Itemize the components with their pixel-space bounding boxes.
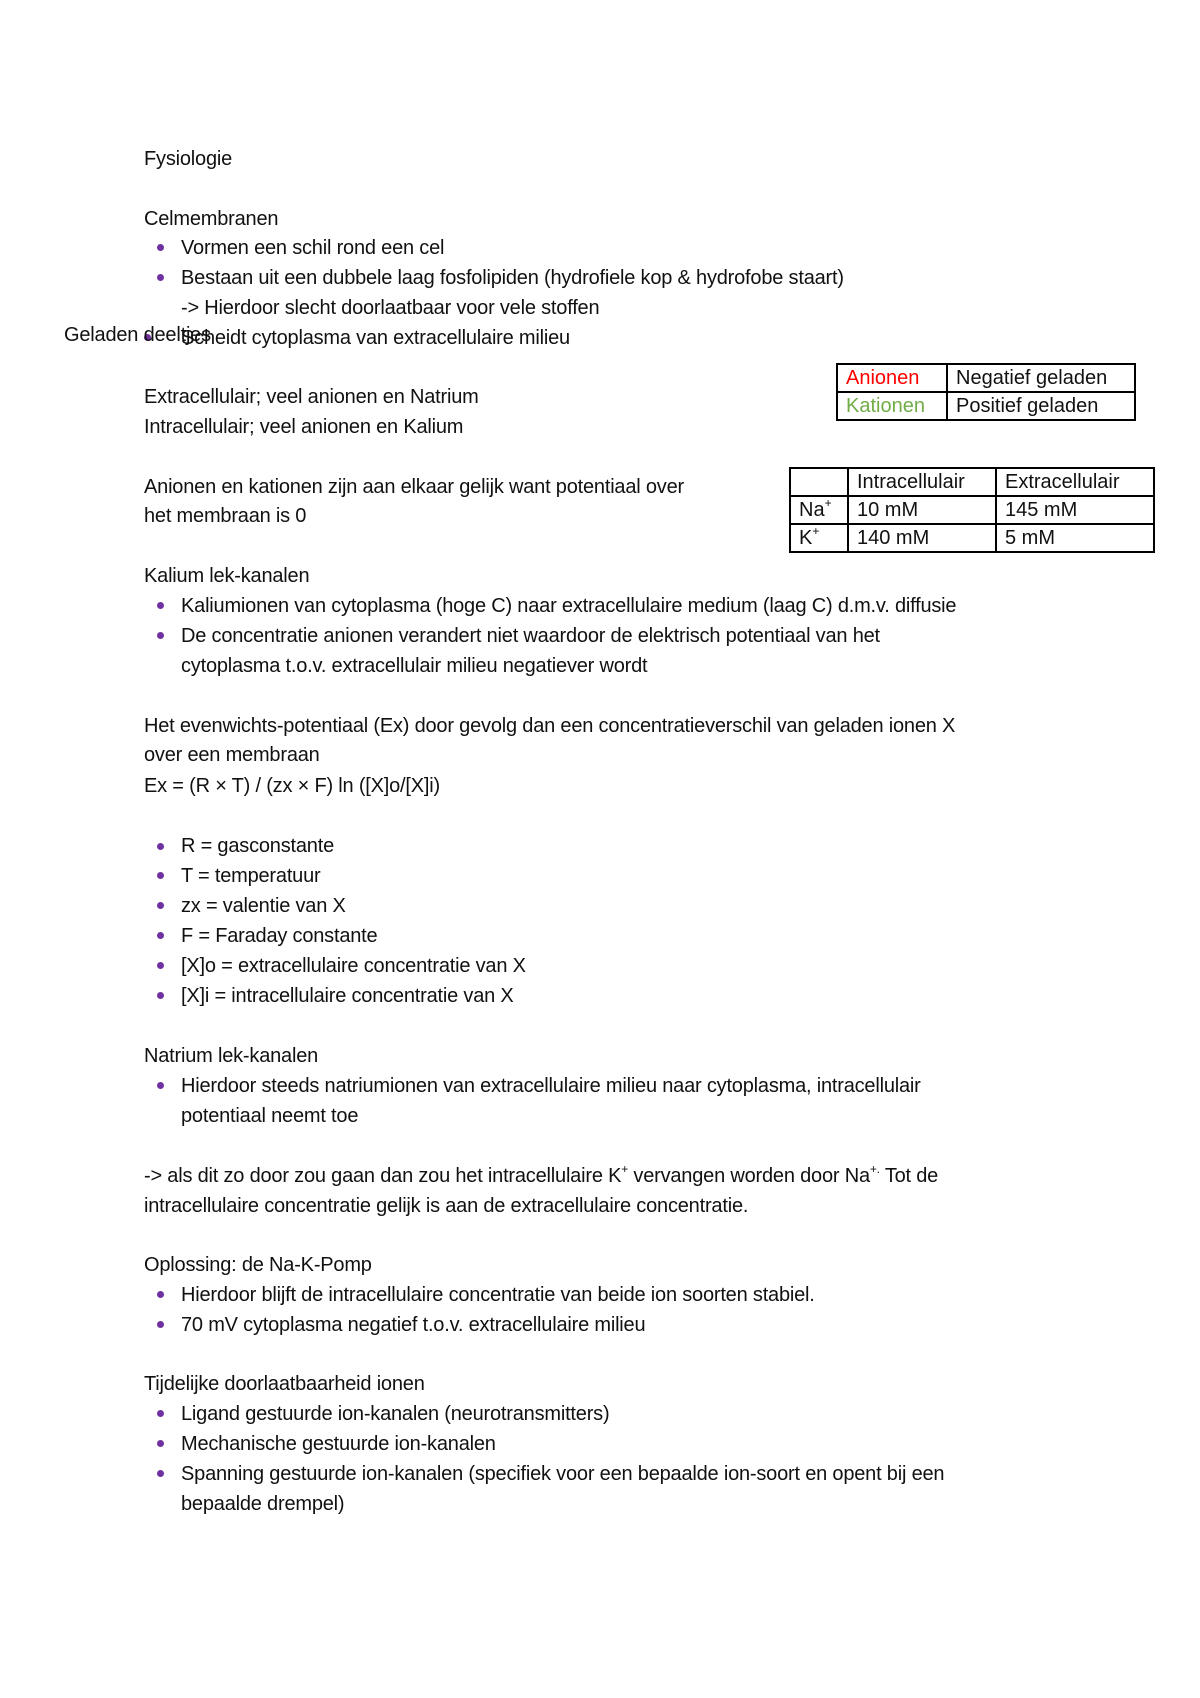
gevolg-line-2: intracellulaire concentratie gelijk is aan de extracellulaire concentratie. (144, 1195, 749, 1217)
bullet-icon (157, 1440, 164, 1447)
bullet-icon (157, 872, 164, 879)
bullet-icon (157, 1082, 164, 1089)
gelijk-line-2: het membraan is 0 (144, 505, 307, 527)
kationen-desc-cell: Positief geladen (947, 392, 1135, 420)
heading-natrium: Natrium lek-kanalen (144, 1045, 319, 1067)
table-row (790, 496, 1154, 524)
concentration-table (789, 467, 1155, 553)
doc-title: Fysiologie (144, 148, 233, 170)
kalium-bullet-1: Kaliumionen van cytoplasma (hoge C) naar extracellulaire medium (laag C) d.m.v. diffusie (181, 595, 957, 617)
table-row (837, 392, 1135, 420)
celmembranen-bullet-2-continued: -> Hierdoor slecht doorlaatbaar voor vele stoffen (181, 297, 600, 319)
bullet-icon (157, 632, 164, 639)
celmembranen-bullet-1: Vormen een schil rond een cel (181, 237, 445, 259)
header-empty-cell (790, 468, 848, 496)
var-xi: [X]i = intracellulaire concentratie van X (181, 985, 514, 1007)
evenwicht-line-2: over een membraan (144, 744, 320, 766)
var-t: T = temperatuur (181, 865, 321, 887)
na-extra-cell: 145 mM (996, 496, 1154, 524)
bullet-icon (157, 1470, 164, 1477)
intracellulair-line: Intracellulair; veel anionen en Kalium (144, 416, 464, 438)
kationen-cell: Kationen (837, 392, 947, 420)
heading-tijdelijk: Tijdelijke doorlaatbaarheid ionen (144, 1373, 425, 1395)
bullet-icon (157, 932, 164, 939)
oplossing-bullet-2: 70 mV cytoplasma negatief t.o.v. extracellulaire milieu (181, 1314, 646, 1336)
table-row (790, 524, 1154, 552)
extracellulair-line: Extracellulair; veel anionen en Natrium (144, 386, 479, 408)
k-extra-cell: 5 mM (996, 524, 1154, 552)
natrium-bullet-1-line-1: Hierdoor steeds natriumionen van extracellulaire milieu naar cytoplasma, intracellulair (181, 1075, 921, 1097)
ion-cell-k: K+ (790, 524, 848, 552)
header-extracellulair: Extracellulair (996, 468, 1154, 496)
gelijk-line-1: Anionen en kationen zijn aan elkaar gelijk want potentiaal over (144, 476, 684, 498)
natrium-bullet-1-line-2: potentiaal neemt toe (181, 1105, 359, 1127)
bullet-icon (157, 843, 164, 850)
bullet-icon (157, 962, 164, 969)
ion-cell-na: Na+ (790, 496, 848, 524)
heading-celmembranen: Celmembranen (144, 208, 279, 230)
heading-oplossing: Oplossing: de Na-K-Pomp (144, 1254, 372, 1276)
ion-charge-table (836, 363, 1136, 421)
kalium-bullet-2-line-1: De concentratie anionen verandert niet waardoor de elektrisch potentiaal van het (181, 625, 880, 647)
kalium-bullet-2-line-2: cytoplasma t.o.v. extracellulair milieu negatiever wordt (181, 655, 648, 677)
tijdelijk-bullet-1: Ligand gestuurde ion-kanalen (neurotransmitters) (181, 1403, 610, 1425)
table-row (790, 468, 1154, 496)
nernst-formula: Ex = (R × T) / (zx × F) ln ([X]o/[X]i) (144, 775, 440, 797)
bullet-icon (157, 1291, 164, 1298)
bullet-icon (157, 274, 164, 281)
bullet-icon (157, 1410, 164, 1417)
var-zx: zx = valentie van X (181, 895, 346, 917)
anionen-desc-cell: Negatief geladen (947, 364, 1135, 392)
celmembranen-bullet-3: Scheidt cytoplasma van extracellulaire milieu (181, 327, 570, 349)
header-intracellulair: Intracellulair (848, 468, 996, 496)
table-row (837, 364, 1135, 392)
heading-kalium: Kalium lek-kanalen (144, 565, 310, 587)
na-intra-cell: 10 mM (848, 496, 996, 524)
anionen-cell: Anionen (837, 364, 947, 392)
tijdelijk-bullet-2: Mechanische gestuurde ion-kanalen (181, 1433, 496, 1455)
bullet-icon (157, 1321, 164, 1328)
k-intra-cell: 140 mM (848, 524, 996, 552)
var-xo: [X]o = extracellulaire concentratie van X (181, 955, 526, 977)
var-r: R = gasconstante (181, 835, 335, 857)
gevolg-line-1: -> als dit zo door zou gaan dan zou het intracellulaire K+ vervangen worden door Na+. Tot de (144, 1162, 939, 1187)
bullet-icon (157, 992, 164, 999)
tijdelijk-bullet-3-line-2: bepaalde drempel) (181, 1493, 345, 1515)
bullet-icon (157, 902, 164, 909)
geladen-deeltjes-label: Geladen deeltjes (64, 324, 211, 346)
celmembranen-bullet-2: Bestaan uit een dubbele laag fosfolipiden (hydrofiele kop & hydrofobe staart) (181, 267, 844, 289)
oplossing-bullet-1: Hierdoor blijft de intracellulaire concentratie van beide ion soorten stabiel. (181, 1284, 815, 1306)
bullet-icon (157, 244, 164, 251)
var-f: F = Faraday constante (181, 925, 378, 947)
tijdelijk-bullet-3-line-1: Spanning gestuurde ion-kanalen (specifiek voor een bepaalde ion-soort en opent bij een (181, 1463, 945, 1485)
evenwicht-line-1: Het evenwichts-potentiaal (Ex) door gevolg dan een concentratieverschil van geladen ionen X (144, 715, 956, 737)
bullet-icon (157, 602, 164, 609)
